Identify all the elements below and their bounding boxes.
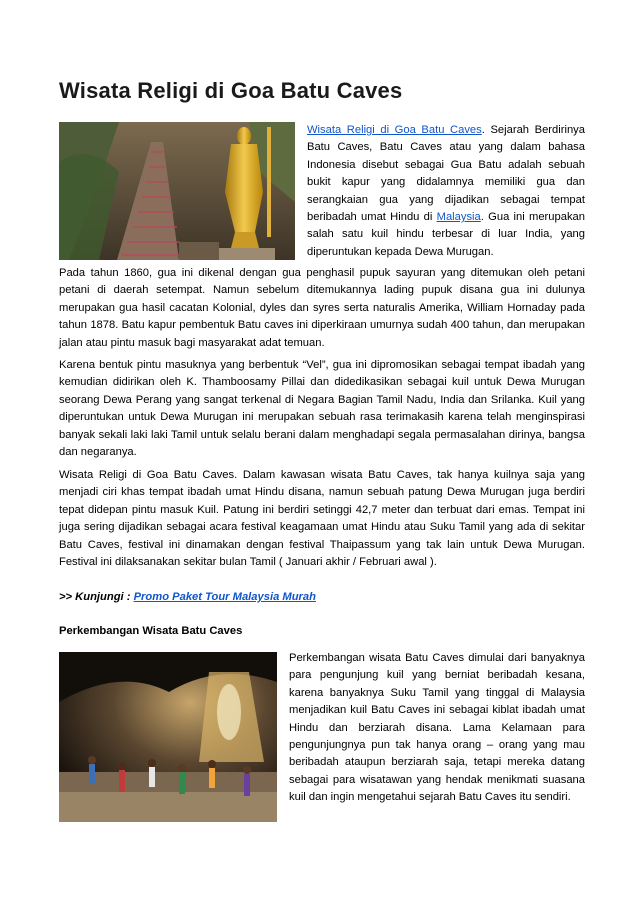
title-link[interactable]: Wisata Religi di Goa Batu Caves <box>307 124 482 136</box>
development-paragraph-block <box>289 650 585 807</box>
paragraph-statue-festival: Wisata Religi di Goa Batu Caves. Dalam kawasan wisata Batu Caves, tak hanya kuilnya saja yang menjadi ciri khas tempat ibadah umat Hindu disana, namun sebuah patung Dewa Murugan juga berdiri tepat didepan pintu masuk Kuil. Patung ini berdiri setinggi 42,7 meter dan terbuat dari emas. Tempat ini juga sering dijadikan sebagai acara festival keagamaan umat Hindu atau Suku Tamil yang ada di sekitar Batu Caves, festival ini dinamakan dengan festival Thaipassum yang tak lain untuk Dewa Murugan. Festival ini dilaksanakan sekitar bulan Tamil ( Januari akhir / Februari awal ). <box>59 469 585 569</box>
intro-paragraph-block <box>307 122 585 261</box>
paragraph-3-block <box>59 467 585 571</box>
batu-caves-interior-photo <box>59 652 277 822</box>
section-subheading: Perkembangan Wisata Batu Caves <box>59 625 243 637</box>
paragraph-2-block <box>59 357 585 461</box>
development-paragraph: Perkembangan wisata Batu Caves dimulai dari banyaknya para pengunjung kuil yang berniat beribadah kesana, karena banyaknya Suku Tamil yang tinggal di Malaysia menjadikan kuil Batu Caves ini sebagai kiblat ibadah umat Hindu dan berziarah disana. Lama Kelamaan para pengunjungnya pun tak hanya orang – orang yang mau beribadah ataupun berziarah saja, tetapi mereka datang sebagai para wisatawan yang hendak menikmati suasana kuil dan ingin mengetahui sejarah Batu Caves itu sendiri. <box>289 652 585 804</box>
promo-tour-link[interactable]: Promo Paket Tour Malaysia Murah <box>133 591 316 603</box>
page-title: Wisata Religi di Goa Batu Caves <box>59 78 403 103</box>
paragraph-1-block <box>59 265 585 352</box>
malaysia-link[interactable]: Malaysia <box>436 211 481 224</box>
paragraph-history: Pada tahun 1860, gua ini dikenal dengan gua penghasil pupuk sayuran yang ditemukan oleh petani petani di daerah setempat. Namun sebelum ditemukannya lading pupuk disana gua ini dulunya merupakan gua hasil cacatan Kolonial, dyles dan syres serta naturalis Amerika, William Hornaday pada tahun 1878. Batu kapur pembentuk Batu caves ini diperkiraan umurnya sudah 400 tahun, dan merupakan jalan atau pintu masuk bagi masyarakat adat temuan. <box>59 267 585 349</box>
intro-paragraph: Wisata Religi di Goa Batu Caves. Sejarah Berdirinya Batu Caves, Batu Caves atau yang dalam bahasa Indonesia disebut sebagai Gua Batu adalah sebuah bukit kapur yang didalamnya memiliki gua dan serangkaian gua yang dijadikan sebagai tempat beribadah umat Hindu di Malaysia. Gua ini merupakan salah satu kuil hindu terbesar di luar India, yang diperuntukan kepada Dewa Murugan. <box>307 124 585 258</box>
paragraph-vel-entrance: Karena bentuk pintu masuknya yang berbentuk “Vel”, gua ini dipromosikan sebagai tempat ibadah yang kemudian didirikan oleh K. Thamboosamy Pillai dan didedikasikan sebagai kuil untuk Dewa Murugan seorang Dewa Perang yang sangat terkenal di Negara Bagian Tamil Nadu, India dan Srilanka. Kuil yang diperuntukan untuk Dewa Murugan ini merupakan sebuah rasa terimakasih karena telah menginspirasi banyak sekali laki laki Tamil untuk selalu berani dalam menghadapi segala permasalahan dirinya, bangsa dan negaranya. <box>59 359 585 459</box>
batu-caves-statue-photo <box>59 122 295 260</box>
visit-line: >> Kunjungi : Promo Paket Tour Malaysia Murah <box>59 591 316 603</box>
